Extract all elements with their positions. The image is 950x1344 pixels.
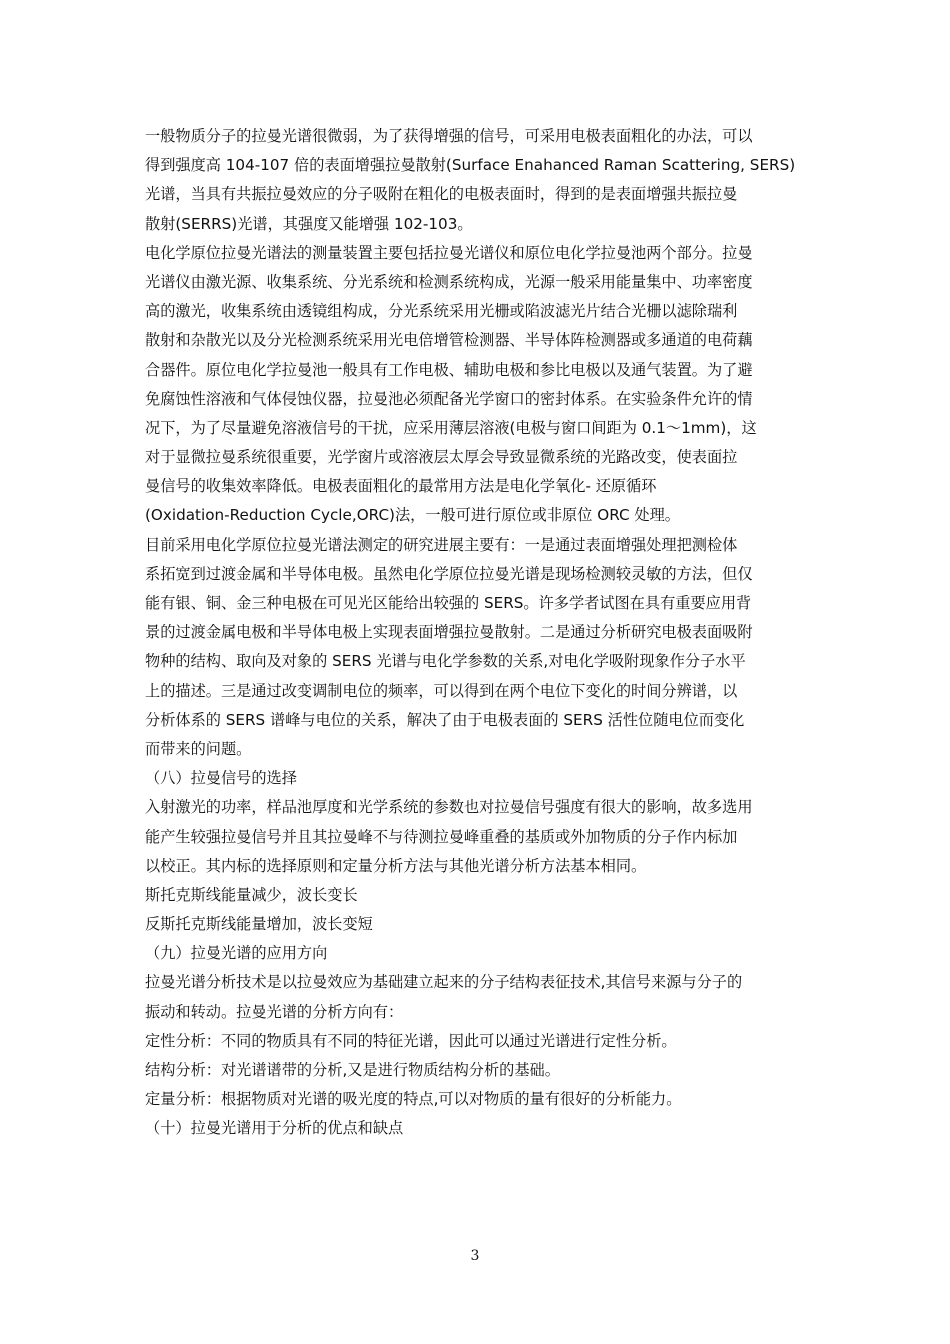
text-line: 拉曼光谱分析技术是以拉曼效应为基础建立起来的分子结构表征技术,其信号来源与分子的 bbox=[145, 973, 743, 992]
text-line: 目前采用电化学原位拉曼光谱法测定的研究进展主要有：一是通过表面增强处理把测检体 bbox=[145, 535, 738, 554]
section-heading: （八）拉曼信号的选择 bbox=[145, 769, 297, 788]
text-line: 入射激光的功率，样品池厚度和光学系统的参数也对拉曼信号强度有很大的影响，故多选用 bbox=[145, 798, 753, 817]
text-line: 反斯托克斯线能量增加，波长变短 bbox=[145, 915, 373, 934]
page-number: 3 bbox=[470, 1248, 480, 1264]
section-heading: （九）拉曼光谱的应用方向 bbox=[145, 944, 328, 963]
section-heading: （十）拉曼光谱用于分析的优点和缺点 bbox=[145, 1119, 404, 1138]
text-line: 上的描述。三是通过改变调制电位的频率，可以得到在两个电位下变化的时间分辨谱，以 bbox=[145, 681, 738, 700]
text-line: 定性分析：不同的物质具有不同的特征光谱，因此可以通过光谱进行定性分析。 bbox=[145, 1031, 677, 1050]
text-line: (Oxidation-Reduction Cycle,ORC)法，一般可进行原位或非原位 ORC 处理。 bbox=[145, 506, 680, 525]
text-line: 曼信号的收集效率降低。电极表面粗化的最常用方法是电化学氧化- 还原循环 bbox=[145, 477, 657, 496]
text-line: 而带来的问题。 bbox=[145, 739, 252, 758]
body-text bbox=[145, 122, 810, 1144]
text-line: 光谱，当具有共振拉曼效应的分子吸附在粗化的电极表面时，得到的是表面增强共振拉曼 bbox=[145, 185, 738, 204]
text-line: 景的过渡金属电极和半导体电极上实现表面增强拉曼散射。二是通过分析研究电极表面吸附 bbox=[145, 623, 753, 642]
text-line: 光谱仪由激光源、收集系统、分光系统和检测系统构成，光源一般采用能量集中、功率密度 bbox=[145, 272, 753, 291]
text-line: 能产生较强拉曼信号并且其拉曼峰不与待测拉曼峰重叠的基质或外加物质的分子作内标加 bbox=[145, 827, 738, 846]
text-line: 分析体系的 SERS 谱峰与电位的关系，解决了由于电极表面的 SERS 活性位随电位而变化 bbox=[145, 710, 745, 729]
text-line: 一般物质分子的拉曼光谱很微弱，为了获得增强的信号，可采用电极表面粗化的办法，可以 bbox=[145, 127, 753, 145]
text-line: 结构分析：对光谱谱带的分析,又是进行物质结构分析的基础。 bbox=[145, 1061, 560, 1079]
text-line: 免腐蚀性溶液和气体侵蚀仪器，拉曼池必须配备光学窗口的密封体系。在实验条件允许的情 bbox=[145, 389, 753, 408]
text-line: 能有银、铜、金三种电极在可见光区能给出较强的 SERS。许多学者试图在具有重要应用背 bbox=[145, 594, 752, 612]
text-line: 对于显微拉曼系统很重要，光学窗片或溶液层太厚会导致显微系统的光路改变，使表面拉 bbox=[145, 448, 738, 467]
text-line: 高的激光，收集系统由透镜组构成，分光系统采用光栅或陷波滤光片结合光栅以滤除瑞利 bbox=[145, 302, 738, 321]
text-line: 得到强度高 104-107 倍的表面增强拉曼散射(Surface Enahanced Raman Scattering, SERS) bbox=[145, 156, 796, 175]
text-line: 物种的结构、取向及对象的 SERS 光谱与电化学参数的关系,对电化学吸附现象作分子水平 bbox=[145, 652, 746, 671]
text-line: 电化学原位拉曼光谱法的测量装置主要包括拉曼光谱仪和原位电化学拉曼池两个部分。拉曼 bbox=[145, 243, 753, 262]
text-line: 斯托克斯线能量减少，波长变长 bbox=[145, 885, 358, 904]
text-line: 振动和转动。拉曼光谱的分析方向有： bbox=[145, 1002, 404, 1021]
text-line: 合器件。原位电化学拉曼池一般具有工作电极、辅助电极和参比电极以及通气装置。为了避 bbox=[145, 360, 753, 379]
text-line: 散射和杂散光以及分光检测系统采用光电倍增管检测器、半导体阵检测器或多通道的电荷藕 bbox=[145, 331, 753, 350]
text-line: 以校正。其内标的选择原则和定量分析方法与其他光谱分析方法基本相同。 bbox=[145, 856, 647, 875]
text-line: 系拓宽到过渡金属和半导体电极。虽然电化学原位拉曼光谱是现场检测较灵敏的方法，但仅 bbox=[145, 564, 753, 583]
text-line: 况下，为了尽量避免溶液信号的干扰，应采用薄层溶液(电极与窗口间距为 0.1～1mm)，这 bbox=[145, 418, 757, 437]
text-line: 定量分析：根据物质对光谱的吸光度的特点,可以对物质的量有很好的分析能力。 bbox=[145, 1090, 682, 1109]
text-line: 散射(SERRS)光谱，其强度又能增强 102-103。 bbox=[145, 214, 473, 233]
